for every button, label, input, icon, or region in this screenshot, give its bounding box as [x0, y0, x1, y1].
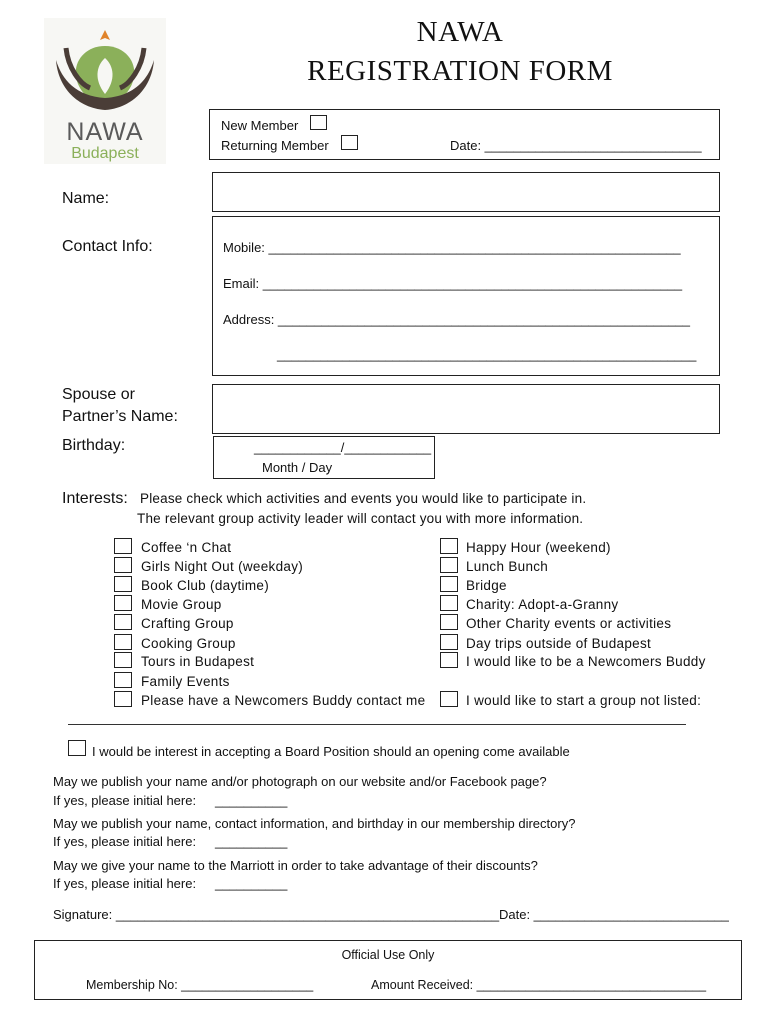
official-use-title: Official Use Only [341, 948, 435, 962]
interest-left-checkbox-8[interactable] [114, 691, 132, 707]
interest-right-label-5: Day trips outside of Budapest [466, 636, 652, 651]
new-member-checkbox[interactable] [310, 115, 327, 130]
interest-left-label-6: Tours in Budapest [141, 654, 255, 669]
initial-label-3: If yes, please initial here: [53, 876, 197, 891]
returning-member-label: Returning Member [221, 138, 329, 153]
interest-left-checkbox-6[interactable] [114, 652, 132, 668]
interest-left-checkbox-5[interactable] [114, 634, 132, 650]
interest-left-label-7: Family Events [141, 674, 230, 689]
interest-left-label-4: Crafting Group [141, 616, 234, 631]
interest-right-label-2: Bridge [466, 578, 507, 593]
amount-received-field[interactable]: Amount Received: _________________________________ [371, 978, 707, 992]
interest-left-label-2: Book Club (daytime) [141, 578, 269, 593]
official-use-box [34, 940, 742, 1000]
interest-right-label-0: Happy Hour (weekend) [466, 540, 611, 555]
birthday-caption: Month / Day [262, 460, 333, 475]
interest-left-checkbox-7[interactable] [114, 672, 132, 688]
spouse-label-2: Partner’s Name: [62, 408, 178, 425]
question-3: May we give your name to the Marriott in order to take advantage of their discounts? [53, 858, 538, 873]
name-field[interactable] [212, 172, 720, 212]
interest-right-label-7: I would like to start a group not listed: [466, 693, 702, 708]
contact-box [212, 216, 720, 376]
interest-left-checkbox-0[interactable] [114, 538, 132, 554]
initial-field-1[interactable]: __________ [215, 793, 288, 808]
title-line-1: NAWA [416, 16, 504, 48]
interest-right-label-4: Other Charity events or activities [466, 616, 672, 631]
interest-right-label-1: Lunch Bunch [466, 559, 549, 574]
member-date-field[interactable]: Date: ______________________________ [450, 138, 702, 153]
spouse-label-1: Spouse or [62, 386, 135, 403]
initial-field-2[interactable]: __________ [215, 834, 288, 849]
interest-right-checkbox-3[interactable] [440, 595, 458, 611]
interest-left-checkbox-1[interactable] [114, 557, 132, 573]
membership-no-field[interactable]: Membership No: ___________________ [86, 978, 314, 992]
birthday-line: ____________/____________ [254, 440, 432, 455]
title-line-2: REGISTRATION FORM [307, 55, 613, 87]
address-field[interactable]: Address: _________________________________________________________ [223, 312, 691, 327]
question-1: May we publish your name and/or photograph on our website and/or Facebook page? [53, 774, 547, 789]
new-member-label: New Member [221, 118, 299, 133]
name-label: Name: [62, 190, 110, 207]
lotus-icon [44, 18, 166, 118]
interests-intro-1: Please check which activities and events you would like to participate in. [140, 491, 587, 506]
interest-right-checkbox-7[interactable] [440, 691, 458, 707]
initial-label-1: If yes, please initial here: [53, 793, 197, 808]
question-2: May we publish your name, contact information, and birthday in our membership directory? [53, 816, 576, 831]
interest-right-checkbox-4[interactable] [440, 614, 458, 630]
signature-field[interactable]: Signature: _____________________________________________________ [53, 907, 500, 922]
spouse-name-field[interactable] [212, 384, 720, 434]
signature-date-field[interactable]: Date: ___________________________ [499, 907, 729, 922]
interest-left-label-1: Girls Night Out (weekday) [141, 559, 304, 574]
email-field[interactable]: Email: __________________________________________________________ [223, 276, 683, 291]
board-text: I would be interest in accepting a Board Position should an opening come available [92, 744, 570, 759]
interests-label: Interests: [62, 490, 128, 507]
interest-right-checkbox-0[interactable] [440, 538, 458, 554]
interest-left-checkbox-3[interactable] [114, 595, 132, 611]
interest-right-label-3: Charity: Adopt-a-Granny [466, 597, 619, 612]
initial-label-2: If yes, please initial here: [53, 834, 197, 849]
interest-right-checkbox-1[interactable] [440, 557, 458, 573]
interest-left-checkbox-4[interactable] [114, 614, 132, 630]
nawa-logo [44, 18, 166, 164]
initial-field-3[interactable]: __________ [215, 876, 288, 891]
interest-right-label-6: I would like to be a Newcomers Buddy [466, 654, 706, 669]
interest-left-label-3: Movie Group [141, 597, 222, 612]
address-line-2[interactable]: __________________________________________________________ [277, 347, 697, 362]
interest-left-checkbox-2[interactable] [114, 576, 132, 592]
returning-member-checkbox[interactable] [341, 135, 358, 150]
interest-right-checkbox-5[interactable] [440, 634, 458, 650]
interest-left-label-5: Cooking Group [141, 636, 236, 651]
interest-right-checkbox-2[interactable] [440, 576, 458, 592]
birthday-box[interactable] [213, 436, 435, 479]
mobile-field[interactable]: Mobile: _________________________________________________________ [223, 240, 681, 255]
logo-subtitle: Budapest [71, 145, 139, 162]
board-checkbox[interactable] [68, 740, 86, 756]
logo-name: NAWA [66, 118, 144, 146]
interests-intro-2: The relevant group activity leader will contact you with more information. [137, 511, 584, 526]
contact-label: Contact Info: [62, 238, 153, 255]
interest-left-label-8: Please have a Newcomers Buddy contact me [141, 693, 426, 708]
divider-line [68, 724, 686, 725]
birthday-label: Birthday: [62, 437, 126, 454]
interest-right-checkbox-6[interactable] [440, 652, 458, 668]
member-type-box [209, 109, 720, 160]
interest-left-label-0: Coffee ‘n Chat [141, 540, 232, 555]
